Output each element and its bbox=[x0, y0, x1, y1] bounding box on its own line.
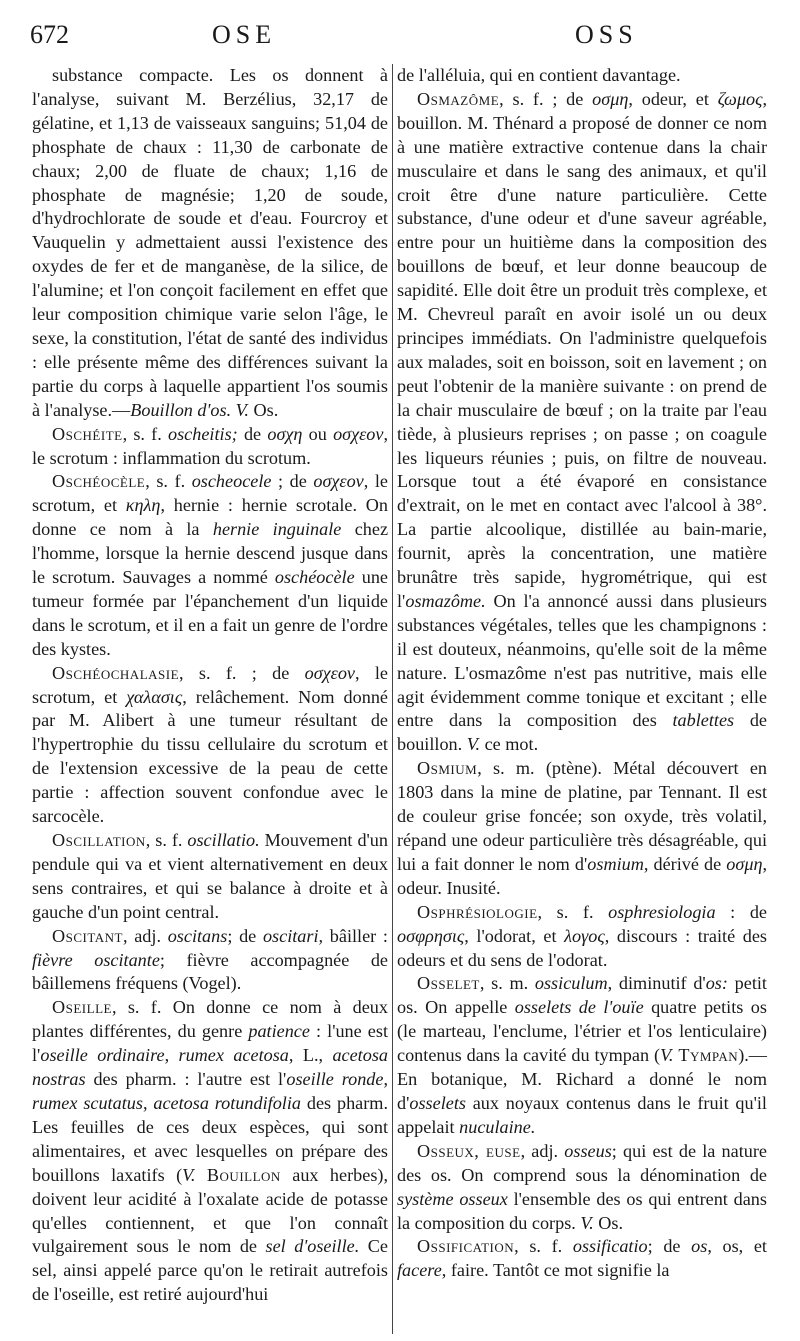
entry-headword: Oscitant bbox=[52, 925, 123, 946]
entry-text: de bbox=[237, 423, 268, 444]
entry-text: , s. f. On donne ce nom à deux plantes différentes, du genre bbox=[32, 997, 388, 1042]
running-header bbox=[20, 6, 780, 50]
entry-text: ; de bbox=[271, 471, 314, 492]
entry-text: des pharm. Les feuilles de ces deux espèces, qui sont alimentaires, et avec lesquelles on prépare des bouillons laxatifs ( bbox=[32, 1092, 388, 1185]
entry-text: , s. f. bbox=[537, 901, 609, 922]
right-column bbox=[397, 64, 767, 1283]
greek-term: οσχεον bbox=[304, 662, 355, 683]
entry-headword: Oscillation bbox=[52, 830, 146, 850]
dictionary-entry bbox=[32, 423, 388, 471]
entry-text: , s. f. bbox=[145, 830, 188, 850]
italic-term: patience bbox=[248, 1021, 310, 1042]
greek-term: οσφρησις bbox=[397, 925, 465, 946]
entry-headword: Osselet bbox=[417, 973, 480, 994]
left-running-head: OSE bbox=[212, 20, 277, 49]
italic-term: hernie inguinale bbox=[212, 519, 342, 540]
italic-term: oscheitis; bbox=[168, 423, 238, 444]
entry-headword: Osmazôme bbox=[417, 88, 500, 109]
italic-term: osmazôme. bbox=[405, 590, 486, 611]
italic-term: acetosa rotundifolia bbox=[153, 1092, 302, 1113]
entry-text: , odeur. Inusité. bbox=[397, 853, 768, 898]
dictionary-entry bbox=[397, 1235, 767, 1283]
entry-text: ; de bbox=[227, 925, 263, 946]
entry-text: aux noyaux contenus dans le fruit qu'il appelait bbox=[397, 1092, 767, 1137]
italic-term: osselets bbox=[409, 1092, 466, 1113]
italic-term: tablettes bbox=[672, 710, 735, 731]
italic-term: osselets de l'ouïe bbox=[514, 997, 644, 1018]
entry-text: Os. bbox=[593, 1212, 623, 1233]
italic-term: ossiculum bbox=[534, 973, 608, 994]
dictionary-entry bbox=[397, 972, 767, 1139]
italic-term: oseille ordinaire bbox=[40, 1045, 165, 1066]
entry-text: On l'a annoncé aussi dans plusieurs substances végétales, telles que les champignons : il est douteux, néanmoins, qu'elle soit de la même nature. L'osmazôme n'est pas nutritive, mais elle agit évidemment comme tonique et excitant ; elle entre dans la composition des bbox=[397, 590, 767, 731]
italic-term: sel d'oseille. bbox=[265, 1236, 360, 1257]
italic-term: V. bbox=[660, 1045, 674, 1066]
entry-headword: Bouillon bbox=[206, 1164, 281, 1185]
italic-term: oscheocele bbox=[191, 471, 272, 492]
entry-text: l'ensemble des os qui entrent dans la composition du corps. bbox=[397, 1188, 767, 1233]
italic-term: osseus bbox=[564, 1140, 612, 1161]
entry-headword: Oschéochalasie bbox=[52, 662, 180, 683]
greek-term: οσχεον bbox=[313, 471, 364, 492]
dictionary-entry bbox=[397, 1140, 767, 1236]
italic-term: osphresiologia bbox=[608, 901, 716, 922]
entry-text: , adj. bbox=[520, 1140, 565, 1161]
entry-text: ; fièvre accompagnée de bâillemens fréquens (Vogel). bbox=[32, 949, 388, 994]
dictionary-entry bbox=[32, 996, 388, 1307]
italic-term: oschéocèle bbox=[274, 567, 355, 588]
entry-text: , s. f. ; de bbox=[179, 662, 305, 683]
entry-headword: Osseux, euse bbox=[417, 1140, 521, 1161]
entry-text: , discours : traité des odeurs et du sens de l'odorat. bbox=[397, 925, 768, 970]
italic-term: Bouillon d'os. V. bbox=[130, 399, 249, 420]
italic-term: nuculaine. bbox=[459, 1116, 536, 1137]
italic-term: oscitans bbox=[167, 925, 228, 946]
entry-text: Mouvement d'un pendule qui va et vient alternativement en deux sens contraires, et qui se balance à droite et à gauche d'un point central. bbox=[32, 830, 388, 922]
entry-headword: Ossification bbox=[417, 1236, 515, 1257]
entry-text: aux herbes), doivent leur acidité à l'oxalate acide de potasse qu'elles contiennent, et que l'on connaît vulgairement sous le nom de bbox=[32, 1164, 388, 1257]
entry-text: , s. f. ; de bbox=[499, 88, 593, 109]
entry-headword: Tympan bbox=[678, 1045, 739, 1066]
greek-term: οσχη bbox=[267, 423, 303, 444]
entry-text: de l'alléluia, qui en contient davantage. bbox=[397, 65, 681, 85]
entry-text: : de bbox=[715, 901, 767, 922]
greek-term: οσμη bbox=[726, 853, 763, 874]
greek-term: οσχεον bbox=[333, 423, 384, 444]
entry-text: ; qui est de la nature des os. On comprend sous la dénomination de bbox=[397, 1140, 767, 1185]
greek-term: χαλασις bbox=[126, 686, 183, 707]
greek-term: κηλη bbox=[125, 495, 161, 516]
entry-headword: Oschéocèle bbox=[52, 471, 146, 492]
entry-text: , bbox=[164, 1045, 179, 1066]
entry-text: , s. f. bbox=[514, 1236, 573, 1257]
dictionary-entry bbox=[397, 88, 767, 757]
entry-text: quatre petits os (le marteau, l'enclume, l'étrier et l'os lenticulaire) contenus dans la cavité du tympan ( bbox=[397, 997, 767, 1066]
italic-term: osmium bbox=[587, 853, 644, 874]
italic-term: fièvre oscitante bbox=[32, 949, 160, 970]
dictionary-entry bbox=[32, 470, 388, 661]
entry-text: ).—En botanique, M. Richard a donné le nom d' bbox=[397, 1045, 767, 1113]
italic-term: rumex acetosa bbox=[178, 1045, 289, 1066]
entry-text: , l'odorat, et bbox=[464, 925, 565, 946]
entry-text: , s. f. bbox=[145, 471, 192, 492]
entry-text: ou bbox=[302, 423, 334, 444]
italic-term: oseille ronde bbox=[286, 1069, 384, 1090]
entry-text: , os, et bbox=[707, 1236, 767, 1257]
italic-term: V. bbox=[182, 1164, 196, 1185]
entry-text: de bouillon. bbox=[397, 710, 767, 755]
column-divider bbox=[392, 64, 393, 1334]
italic-term: rumex scutatus bbox=[32, 1092, 143, 1113]
entry-text: , L., bbox=[288, 1045, 333, 1066]
entry-text: substance compacte. Les os donnent à l'analyse, suivant M. Berzélius, 32,17 de gélatine, et 1,13 de vaisseaux sanguins; 51,04 de phosphate de chaux : 11,30 de carbonate de chaux; 2,00 de fluate de chaux; 1,16 de phosphate de magnésie; 1,20 de soude, d'hydrochlorate de soude et d'eau. Fourcroy et Vauquelin y admettaient aussi l'existence des oxydes de fer et de manganèse, de la silice, de l'alumine; et l'on conçoit facilement en effet que leur composition chimique varie selon l'âge, le sexe, la constitution, l'état de santé des individus : elle présente même des différences suivant la partie du corps à laquelle appartient l'os soumis à l'analyse.— bbox=[32, 65, 388, 420]
left-column bbox=[32, 64, 388, 1307]
entry-text: , bouillon. M. Thénard a proposé de donner ce nom à une matière extractive contenue dans la chair musculaire et dans le sang des animaux, et qu'il croit être d'une nature particulière. Cette substance, d'une odeur et d'une saveur agréable, entre pour un huitième dans la composition des bouillons de bœuf, et leur donne beaucoup de sapidité. Elle doit être un produit très complexe, et M. Chevreul paraît en avoir isolé un ou deux principes immédiats. On l'administre quelquefois aux malades, soit en boisson, soit en lavement ; on peut l'obtenir de la manière suivante : on prend de la chair musculaire de bœuf ; on la traite par l'eau tiède, à plusieurs reprises ; on passe ; on coagule les liqueurs réunies ; puis, on filtre de nouveau. Lorsque tout a été évaporé en consistance d'extrait, on le met en contact avec l'alcool à 38°. La partie alcoolique, distillée au bain-marie, fournit, après la concentration, une matière brunâtre très sapide, hygrométrique, qui est l' bbox=[397, 88, 768, 611]
greek-term: οσμη bbox=[592, 88, 629, 109]
entry-text: chez l'homme, lorsque la hernie descend jusque dans le scrotum. Sauvages a nommé bbox=[32, 519, 389, 588]
entry-text: , s. m. (ptène). Métal découvert en 1803 dans la mine de platine, par Tennant. Il est de couleur grise foncée; son oxyde, très volatil, répand une odeur particulière très désagréable, qui lui a fait donner le nom d' bbox=[397, 758, 767, 874]
entry-headword: Osmium bbox=[417, 758, 478, 779]
page-number: 672 bbox=[30, 20, 69, 49]
entry-headword: Osphrésiologie bbox=[417, 901, 538, 922]
entry-text: , bbox=[383, 1069, 388, 1090]
italic-term: V. bbox=[466, 734, 481, 755]
italic-term: système osseux bbox=[397, 1188, 508, 1209]
italic-term: oscillatio. bbox=[187, 830, 260, 850]
entry-text: , s. m. bbox=[479, 973, 535, 994]
entry-text: , dérivé de bbox=[643, 853, 727, 874]
italic-term: acetosa nostras bbox=[32, 1045, 388, 1090]
dictionary-entry bbox=[32, 925, 388, 997]
right-running-head: OSS bbox=[575, 20, 638, 49]
entry-text: , le scrotum, et bbox=[32, 471, 388, 516]
entry-text bbox=[195, 1165, 206, 1185]
dictionary-entry bbox=[397, 757, 767, 900]
italic-term: oscitari, bbox=[262, 925, 324, 946]
italic-term: os bbox=[691, 1236, 708, 1257]
entry-text: ; de bbox=[647, 1236, 692, 1257]
entry-text: , faire. Tantôt ce mot signifie la bbox=[441, 1260, 670, 1281]
entry-text: ce mot. bbox=[480, 734, 539, 755]
entry-text: , odeur, et bbox=[628, 88, 718, 109]
dictionary-entry bbox=[32, 662, 388, 829]
greek-term: λογος bbox=[564, 925, 605, 946]
dictionary-entry bbox=[397, 64, 767, 88]
entry-text: Ce sel, ainsi appelé parce qu'on le retirait autrefois de l'oseille, est retiré aujourd'hui bbox=[32, 1236, 388, 1305]
entry-text: , adj. bbox=[122, 925, 168, 946]
dictionary-entry bbox=[32, 829, 388, 925]
entry-text: une tumeur formée par l'épanchement d'un liquide dans le scrotum, et il en a fait un genre de l'ordre des kystes. bbox=[32, 567, 388, 659]
italic-term: facere bbox=[397, 1260, 442, 1281]
entry-headword: Oschéite bbox=[52, 423, 123, 444]
italic-term: os: bbox=[705, 973, 728, 994]
greek-term: ζωμος bbox=[717, 88, 763, 109]
entry-text: bâiller : bbox=[323, 925, 388, 946]
entry-text: des pharm. : l'autre est l' bbox=[85, 1069, 287, 1090]
entry-text: Os. bbox=[248, 399, 279, 420]
dictionary-entry bbox=[32, 64, 388, 423]
entry-text: , hernie : hernie scrotale. On donne ce nom à la bbox=[32, 495, 388, 540]
entry-text: , le scrotum : inflammation du scrotum. bbox=[32, 423, 389, 468]
entry-text: , diminutif d' bbox=[607, 973, 706, 994]
entry-text: : l'une est l' bbox=[32, 1021, 388, 1066]
entry-text: , s. f. bbox=[122, 423, 169, 444]
entry-headword: Oseille bbox=[52, 997, 112, 1018]
entry-text: , le scrotum, et bbox=[32, 662, 388, 707]
italic-term: V. bbox=[580, 1212, 594, 1233]
italic-term: ossificatio bbox=[572, 1236, 648, 1257]
dictionary-entry bbox=[397, 901, 767, 973]
entry-text: , relâchement. Nom donné par M. Alibert à une tumeur résultant de l'hypertrophie du tissu cellulaire du scrotum et de l'extension excessive de la peau de cette partie : affection souvent confondue avec le sarcocèle. bbox=[32, 686, 388, 827]
entry-text: , bbox=[142, 1092, 154, 1113]
entry-text: petit os. On appelle bbox=[397, 973, 767, 1018]
